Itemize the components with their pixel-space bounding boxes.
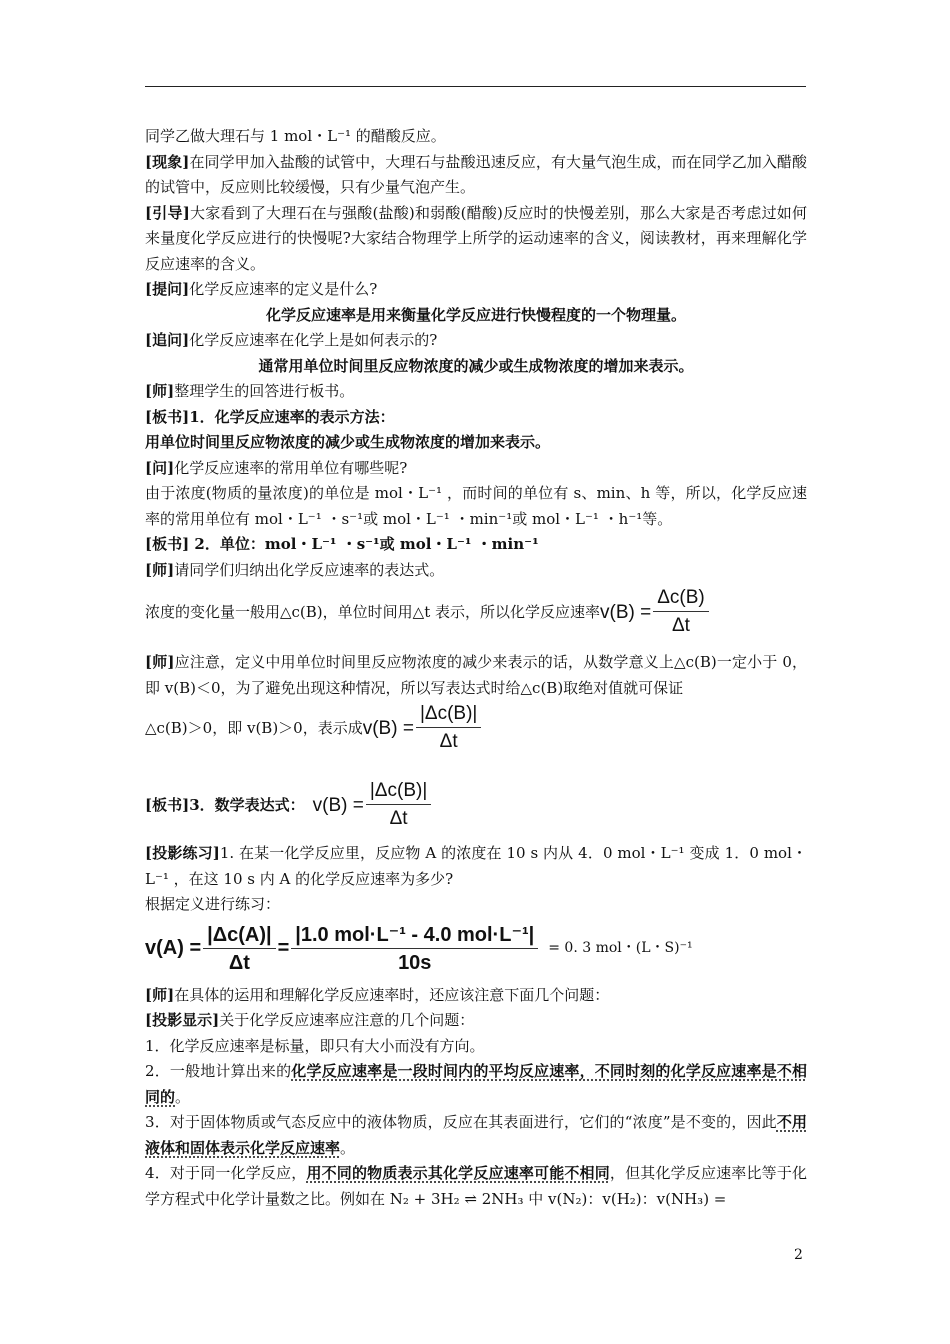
units-paragraph: 由于浓度(物质的量浓度)的单位是 mol・L⁻¹ ，而时间的单位有 s、min、h 等，所以，化学反应速率的常用单位有 mol・L⁻¹ ・s⁻¹或 mol・L⁻¹ ・min⁻¹或 mol・L⁻¹ ・h⁻¹等。: [145, 484, 807, 528]
formula-4-fraction-2: $\frac{\text{|1.0 mol·L⁻¹ - 4.0 mol·L⁻¹|}}{10s}$: [291, 924, 538, 975]
teacher-line-1: [师]整理学生的回答进行板书。: [145, 382, 355, 400]
definition-answer: 化学反应速率是用来衡量化学反应进行快慢程度的一个物理量。: [265, 305, 686, 324]
document-body: [145, 124, 807, 1212]
header-rule: [145, 86, 806, 87]
note-3: 3．对于固体物质或气态反应中的液体物质，反应在其表面进行，它们的“浓度”是不变的，因此不用液体和固体表示化学反应速率。: [145, 1113, 807, 1157]
formula-1-lhs: v(B) =: [600, 601, 652, 623]
note-1: 1．化学反应速率是标量，即只有大小而没有方向。: [145, 1036, 485, 1055]
line-1: 同学乙做大理石与 1 mol・L⁻¹ 的醋酸反应。: [145, 127, 446, 145]
absolute-value-line: △c(B)＞0，即 v(B)＞0，表示成 v(B) = $\frac{|\Delta c(B)|}{\Delta t}$: [145, 703, 807, 754]
note-2: 2．一般地计算出来的化学反应速率是一段时间内的平均反应速率，不同时刻的化学反应速率是不相同的。: [145, 1062, 807, 1106]
board-heading-2: [板书] 2．单位：mol・L⁻¹ ・s⁻¹或 mol・L⁻¹ ・min⁻¹: [145, 535, 539, 553]
board-text-1: 用单位时间里反应物浓度的减少或生成物浓度的增加来表示。: [145, 433, 551, 451]
formula-4-lhs: v(A) =: [145, 937, 202, 960]
board-heading-3: [板书] 3．数学表达式： v(B) = $\frac{|\Delta c(B)|}{\Delta t}$: [145, 780, 807, 831]
followup-question: [追问]化学反应速率在化学上是如何表示的?: [145, 331, 438, 349]
formula-4-result: = 0. 3 mol・(L・S)⁻¹: [548, 940, 693, 957]
exercise-solution: v(A) = $\frac{|\Delta c(A)|}{\Delta t}$ = $\frac{\text{|1.0 mol·L⁻¹ - 4.0 mol·L⁻¹|}}{10s}$ = 0. 3 mol・(L・S)⁻¹: [145, 923, 693, 974]
note-4: 4．对于同一化学反应，用不同的物质表示其化学反应速率可能不相同，但其化学反应速率比等于化学方程式中化学计量数之比。例如在 N₂ + 3H₂ ⇌ 2NH₃ 中 v(N₂)：v(H₂)：v(NH₃) =: [145, 1164, 807, 1208]
formula-3-lhs: v(B) =: [312, 794, 364, 816]
rate-definition-line: 浓度的变化量一般用△c(B)，单位时间用△t 表示，所以化学反应速率 v(B) = $\frac{\Delta c(B)}{\Delta t}$: [145, 587, 807, 638]
formula-1-fraction: $\frac{\Delta c(B)}{\Delta t}$: [653, 587, 709, 638]
formula-2-lhs: v(B) =: [362, 717, 414, 739]
formula-2-fraction: $\frac{|\Delta c(B)|}{\Delta t}$: [416, 703, 481, 754]
teacher-line-2: [师]请同学们归纳出化学反应速率的表达式。: [145, 560, 445, 579]
projection-heading: [投影显示]关于化学反应速率应注意的几个问题：: [145, 1011, 475, 1029]
teacher-note-paragraph: [师]应注意，定义中用单位时间里反应物浓度的减少来表示的话，从数学意义上△c(B)一定小于 0，即 v(B)＜0，为了避免出现这种情况，所以写表达式时给△c(B)取绝对值就可保证: [145, 653, 807, 697]
guide-paragraph: [引导]大家看到了大理石在与强酸(盐酸)和弱酸(醋酸)反应时的快慢差别，那么大家是否考虑过如何来量度化学反应进行的快慢呢?大家结合物理学上所学的运动速率的含义，阅读教材，再来理解化学反应速率的含义。: [145, 203, 807, 273]
units-question: [问]化学反应速率的常用单位有哪些呢?: [145, 458, 408, 477]
page-number: 2: [794, 1247, 803, 1263]
exercise-paragraph: [投影练习]1. 在某一化学反应里，反应物 A 的浓度在 10 s 内从 4．0 mol・L⁻¹ 变成 1．0 mol・L⁻¹ ，在这 10 s 内 A 的化学反应速率为多少?: [145, 844, 807, 888]
board-heading-1: [板书]1．化学反应速率的表示方法：: [145, 407, 395, 426]
question-line: [提问]化学反应速率的定义是什么?: [145, 280, 378, 298]
formula-3-fraction: $\frac{|\Delta c(B)|}{\Delta t}$: [366, 780, 431, 831]
phenomenon-paragraph: [现象]在同学甲加入盐酸的试管中，大理石与盐酸迅速反应，有大量气泡生成，而在同学乙加入醋酸的试管中，反应则比较缓慢，只有少量气泡产生。: [145, 152, 807, 196]
representation-answer: 通常用单位时间里反应物浓度的减少或生成物浓度的增加来表示。: [258, 356, 694, 375]
exercise-instruction: 根据定义进行练习：: [145, 895, 281, 913]
formula-4-fraction-1: $\frac{|\Delta c(A)|}{\Delta t}$: [203, 924, 275, 975]
teacher-line-3: [师]在具体的运用和理解化学反应速率时，还应该注意下面几个问题：: [145, 985, 610, 1004]
